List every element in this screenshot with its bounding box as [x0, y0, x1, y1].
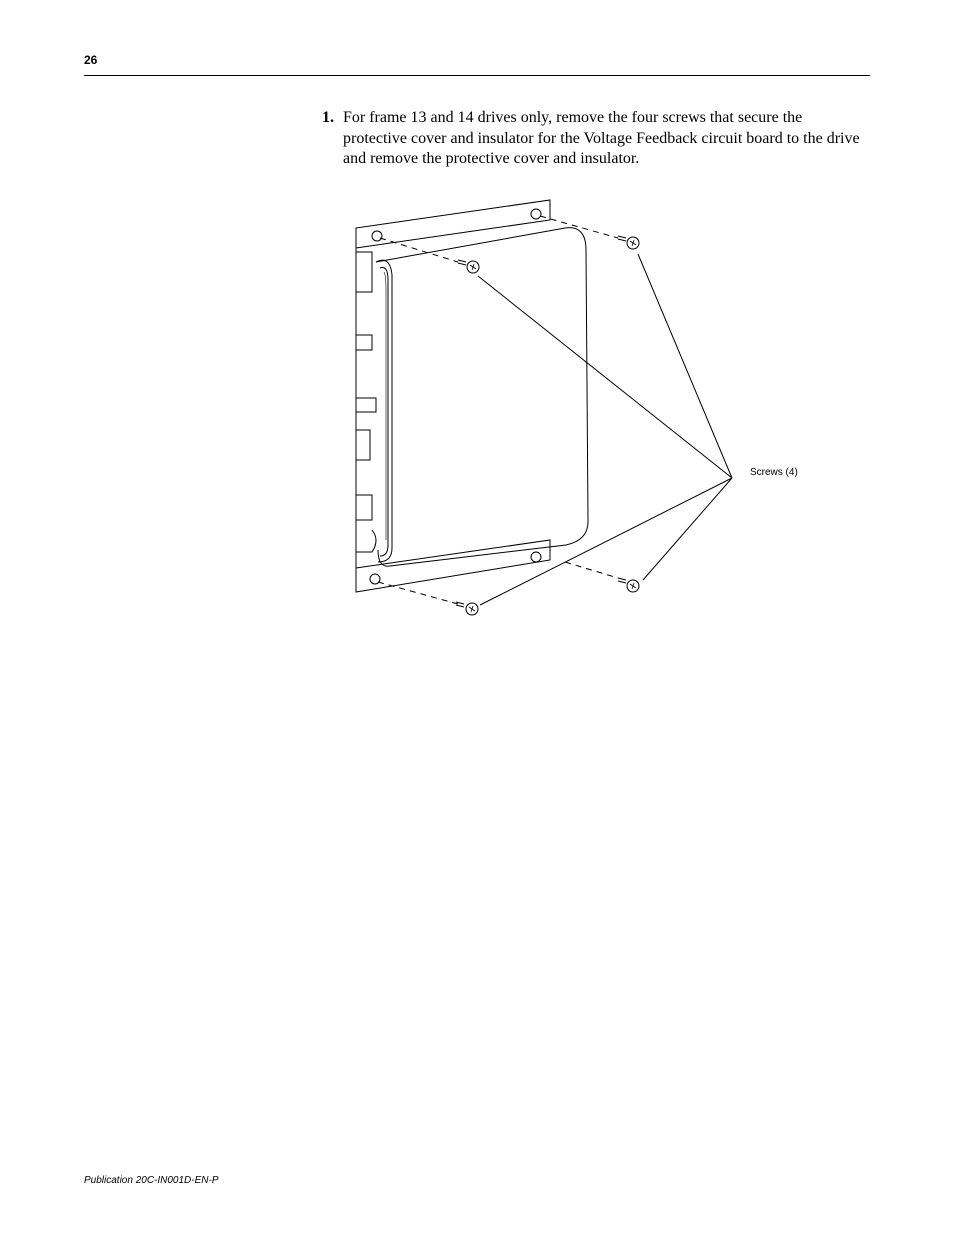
alignment-lines — [378, 216, 618, 604]
screws-callout-label: Screws (4) — [750, 467, 798, 478]
screw-icon — [458, 260, 479, 273]
cover-removal-illustration — [340, 195, 820, 625]
callout-leader-lines — [478, 254, 732, 605]
protective-cover — [376, 228, 588, 567]
mounting-hole — [531, 209, 541, 219]
step-text: For frame 13 and 14 drives only, remove the four screws that secure the protective cover and insulator for the Voltage Feedback circuit board to the drive and remove the protective cover and insulator. — [343, 109, 860, 167]
mounting-hole — [372, 231, 382, 241]
mounting-hole — [531, 552, 541, 562]
step-number: 1. — [322, 109, 334, 126]
screw-icon — [618, 236, 639, 249]
mounting-bracket — [356, 200, 550, 592]
header-rule — [84, 75, 870, 76]
screw-icon — [456, 602, 478, 615]
publication-footer: Publication 20C-IN001D-EN-P — [84, 1175, 219, 1186]
page-number: 26 — [84, 53, 98, 67]
screw-icon — [618, 578, 639, 592]
instruction-step — [322, 108, 870, 170]
